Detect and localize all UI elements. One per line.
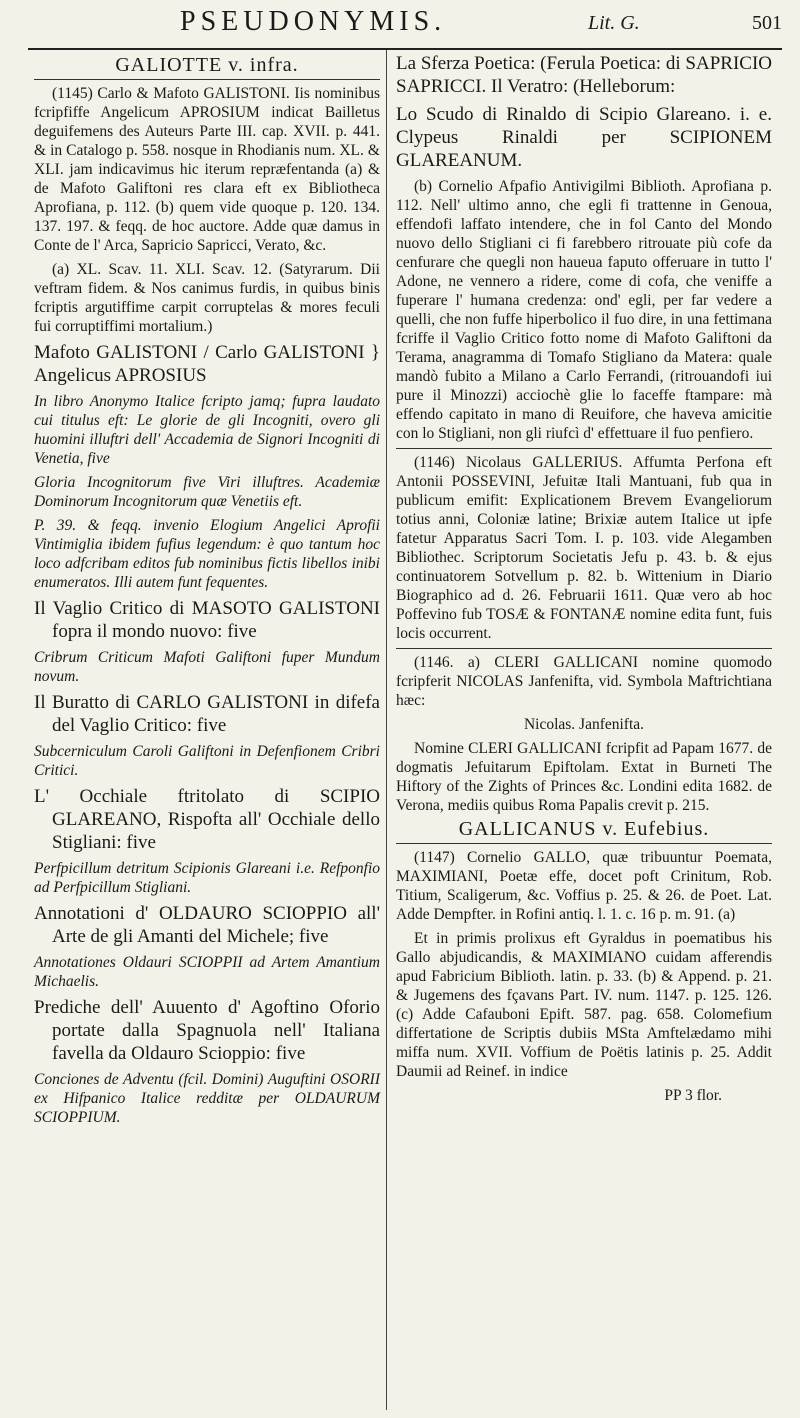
page-number: 501: [752, 12, 782, 34]
title-conciones: Conciones de Adventu (fcil. Domini) Auguftini OSORII ex Hifpanico Italice redditæ per OLDAURUM SCIOPPIUM.: [34, 1071, 380, 1126]
title-annotationes: Annotationes Oldauri SCIOPPII ad Artem Amantium Michaelis.: [34, 954, 380, 990]
signature-catchword: PP 3 flor.: [664, 1087, 722, 1104]
section-rule: [396, 648, 772, 649]
entry-heading-gallicanus: GALLICANUS v. Eufebius.: [458, 818, 710, 840]
title-prediche: Prediche dell' Auuento d' Agoftino Oforio portate dalla Spagnuola nell' Italiana favella da Oldauro Scioppio: five: [34, 997, 380, 1064]
column-divider: [386, 50, 387, 1410]
running-title: PSEUDONYMIS.: [180, 6, 447, 37]
pseudonym-brace: Mafoto GALISTONI / Carlo GALISTONI } Angelicus APROSIUS: [34, 342, 380, 386]
title-sferza-poetica: La Sferza Poetica: (Ferula Poetica: di SAPRICIO SAPRICCI. Il Veratro: (Helleborum:: [396, 53, 772, 97]
entry-1145: (1145) Carlo & Mafoto GALISTONI. Iis nominibus fcripfiffe Angelicum APROSIUM indicat Bailletus deguifemens des Auteurs Parte III. cap. XVII. p. 441. & in Catalogo p. 558. nosque in Rhodianis num. XL. & XLI. jam indicavimus hic iterum repræfentanda (a) & de Mafoto Galiftoni res clara eft ex Bibliotheca Aprofiana, p. 112. (b) quem vide quoque p. 120. 134. 137. 197. & feqq. de hoc auctore. Adde quæ damus in Conte de l' Arca, Sapricio Sapricci, Verato, &c.: [34, 85, 380, 254]
page-header: [0, 0, 800, 50]
symbola-text: Nomine CLERI GALLICANI fcripfit ad Papam 1677. de dogmatis Jefuitarum Epiftolam. Extat in Burneti The Hiftory of the Zights of Princes &c. Londini edita 1682. de Verona, mediis quibus Roma Papalis crevit p. 215.: [396, 740, 772, 814]
title-subcerniculum: Subcerniculum Caroli Galiftoni in Defenfionem Cribri Critici.: [34, 743, 380, 779]
section-label: Lit. G.: [588, 12, 640, 34]
entry-1146a: (1146. a) CLERI GALLICANI nomine quomodo fcripferit NICOLAS Janfenifta, vid. Symbola Maftrichtiana hæc:: [396, 654, 772, 709]
entry-1147-continued: Et in primis prolixus eft Gyraldus in poematibus his Gallo abjudicandis, & MAXIMIANO cuidam afferendis apud Fabricium Biblioth. latin. p. 33. (b) & Append. p. 21. & Jugemens des fçavans Part. IV. num. 1147. p. 125. 126. (c) Adde Cafauboni Epift. 587. pag. 658. Colomefium differtatione de Scriptis dubiis MSta Amftelædamo mihi miffa num. XVII. Voffium de Poëtis latinis p. 25. Addit Daumii ad Reinef. in indice: [396, 930, 772, 1080]
title-perspicillum: Perfpicillum detritum Scipionis Glareani i.e. Refponfio ad Perfpicillum Stigliani.: [34, 860, 380, 896]
left-column: [34, 52, 380, 1132]
entry-heading-galiotte: GALIOTTE v. infra.: [115, 54, 299, 76]
title-vaglio-critico: Il Vaglio Critico di MASOTO GALISTONI fopra il mondo nuovo: five: [34, 598, 380, 642]
section-rule: [396, 448, 772, 449]
title-occhiale: L' Occhiale ftritolato di SCIPIO GLAREANO, Rispofta all' Occhiale dello Stigliani: five: [34, 786, 380, 853]
incogniti-paragraph: In libro Anonymo Italice fcripto jamq; fupra laudato cui titulus eft: Le glorie de gli Incogniti, overo gli huomini illuftri dell' Accademia de Signori Incogniti di Venetia, five: [34, 393, 380, 467]
footnote-b-right: (b) Cornelio Afpafio Antivigilmi Biblioth. Aprofiana p. 112. Nell' ultimo anno, che egli fi trattenne in Genoua, effendofi laffato intendere, che in fol Canto del Mondo nuovo dello Stigliani ci fi farebbero ritrouate più cofe da cenfurare che quegli non haueua faputo offeruare in tutto l' Adone, ne vennero a ridere, come di cofa, che veniffe a fuperare l' humana credenza: ond' egli, per far vedere a quelli, che non fuffe hiperbolico il fuo dire, in una fettimana fcriffe il Vaglio Critico fotto nome di Mafoto Galiftoni da Terama, anagramma di Tomafo Stigliano da Matera: quale mandò fubito a Milano a Carlo Ferrandi, (ritrouandofi iui pure il Minozzi) acciochè glie lo faceffe ftampare: mà effendo capitato in mano di Reuifore, che haveva amicitie con lo Stigliani, non gli riufcì d' effettuare il fuo penfiero.: [396, 178, 772, 442]
entry-1147: (1147) Cornelio GALLO, quæ tribuuntur Poemata, MAXIMIANI, Poetæ effe, docet poft Crinitum, Rob. Titium, Scaligerum, &c. Voffius p. 25. & 26. de Poet. Lat. Adde Dempfter. in Rofini antiq. l. 1. c. 16 p. m. 91. (a): [396, 849, 772, 923]
title-buratto: Il Buratto di CARLO GALISTONI in difefa del Vaglio Critico: five: [34, 692, 380, 736]
title-annotationi: Annotationi d' OLDAURO SCIOPPIO all' Arte de gli Amanti del Michele; five: [34, 903, 380, 947]
gloria-incognitorum: Gloria Incognitorum five Viri illuftres. Academiæ Dominorum Incognitorum quæ Venetiis eft.: [34, 474, 380, 510]
title-scudo-rinaldo: Lo Scudo di Rinaldo di Scipio Glareano. i. e. Clypeus Rinaldi per SCIPIONEM GLAREANUM.: [396, 104, 772, 171]
symbola-name: Nicolas. Janfenifta.: [523, 716, 645, 733]
right-column: [396, 52, 772, 1110]
section-rule: [34, 79, 380, 80]
title-cribrum: Cribrum Criticum Mafoti Galiftoni fuper Mundum novum.: [34, 649, 380, 685]
entry-1146: (1146) Nicolaus GALLERIUS. Affumta Perfona eft Antonii POSSEVINI, Jefuitæ Itali Mantuani, fub qua in publicum emifit: Explicationem Brevem Evangeliorum totius anni, Coloniæ latine; Brixiæ autem Italice ut ipfe fatetur Apparatus Sacri Tom. I. p. 103. vide Alegamben Bibliothec. Scriptorum Societatis Jefu p. 43. b. & ejus continuatorem Sotvellum p. 82. b. Wittenium in Diario Biographico ad d. 26. Februarii 1611. Quæ vero ab hoc Poffevino fub TOSÆ & FONTANÆ nomine edita funt, fuis locis occurrent.: [396, 454, 772, 642]
header-rule: [28, 48, 782, 50]
elogium-paragraph: P. 39. & feqq. invenio Elogium Angelici Aprofii Vintimiglia ibidem fufius legendum: è quo tantum hoc loco adfcribam editos fub nominibus fictis libellos inibi enumeratos. Illi autem funt fequentes.: [34, 517, 380, 591]
section-rule: [396, 843, 772, 844]
footnote-a-left: (a) XL. Scav. 11. XLI. Scav. 12. (Satyrarum. Dii veftram fidem. & Nos canimus furdis, in quibus binis fcriptis argutiffime carpit corruptelas & mores feculi fui corruptiffimi mortalium.): [34, 261, 380, 335]
